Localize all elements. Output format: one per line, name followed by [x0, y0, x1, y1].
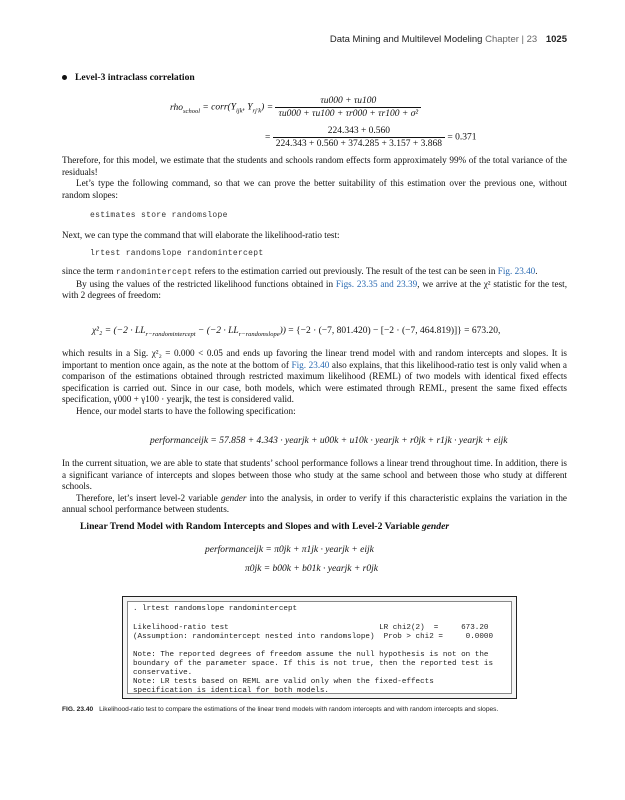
icc-equation: $rho_{school} = corr(Y_{ijk}$, $Y_{rj'k}$) = $\frac{\tau u000 + \tau u100}{\text{τu000 + τu100 + τr000 + τr100 + σ²}}$ — [170, 96, 510, 119]
section-heading: Linear Trend Model with Random Intercepts and Slopes and with Level-2 Variable gender — [80, 521, 450, 532]
book-title: Data Mining and Multilevel Modeling — [329, 34, 483, 45]
output-line: . lrtest randomslope randomintercept — [133, 605, 298, 613]
command-estimates-store: estimates store randomslope — [90, 211, 228, 220]
icc-symbolic-fraction: $\frac{\tau u000 + \tau u100}{\text{τu000 + τu100 + τr000 + τr100 + σ²}}$ — [275, 96, 421, 119]
figs-link[interactable]: Figs. 23.35 and 23.39 — [335, 278, 418, 289]
paragraph-9: Therefore, let’s insert level-2 variable gender into the analysis, in order to verify if this characteristic explains the variation in the annual school performance between students. — [62, 492, 568, 515]
bullet-heading-text: Level-3 intraclass correlation — [75, 72, 195, 83]
fig-link[interactable]: Fig. 23.40 — [497, 266, 536, 276]
icc-corr: = corr(Y — [202, 102, 236, 113]
chi-square-equation: $\chi^2_2 = (-2 \cdot LL_{r-randomintercept} - (-2 \cdot LL_{r-randomslope})) = \{-2 \cdot (-7$, 801.420) − [−2 · (−7, 464.819)]} = 673.20, — [92, 326, 501, 338]
output-line: Note: The reported degrees of freedom assume the null hypothesis is not on the — [133, 651, 489, 659]
paragraph-2: Let’s type the following command, so that we can prove the better suitability of this estimation over the previous one, without random slopes: — [62, 178, 567, 200]
icc-numeric-fraction: $\frac{224.343 + 0.560}{224.343 + 0.560 + 374.285 + 3.157 + 3.868}$ — [273, 126, 445, 149]
output-line: (Assumption: randomintercept nested into randomslope) Prob > chi2 = 0.0000 — [133, 633, 494, 641]
figure-caption — [62, 706, 498, 713]
caption-text: Likelihood-ratio test to compare the estimations of the linear trend models with random intercepts and with random intercepts and slopes. — [99, 706, 499, 713]
output-line: Likelihood-ratio test LR chi2(2) = 673.20 — [133, 624, 489, 632]
paragraph-5: By using the values of the restricted likelihood functions obtained in Figs. 23.35 and 23.39, we arrive at the χ² statistic for the test, with 2 degrees of freedom: — [62, 278, 567, 301]
paragraph-6: which results in a Sig. χ²₂ = 0.000 < 0.05 and ends up favoring the linear trend model with and random intercepts and slopes. It is important to mention once again, as the note at the bottom of Fig. 23.40 also explains, that this likelihood-ratio test is only valid when a comparison of the estimations obtained through restricted maximum likelihood (REML) of two models with identical fixed effects specification is carried out. Since in our case, both models, which were estimated through REML, present the same fixed effects specification, γ000 + γ100 · yearjk, the test is considered valid. — [62, 348, 567, 405]
paragraph-7: Hence, our model starts to have the following specification: — [76, 405, 296, 416]
output-line: boundary of the parameter space. If this is not true, then the reported test is — [133, 660, 494, 668]
paragraph-1: Therefore, for this model, we estimate that the students and schools random effects form approximately 99% of the total variance of the residuals! — [62, 155, 567, 177]
page-number: 1025 — [545, 34, 567, 45]
stata-output-panel — [127, 601, 512, 694]
caption-label: FIG. 23.40 — [62, 706, 94, 713]
level2-equation: π0jk = b00k + b01k · yearjk + r0jk — [245, 564, 378, 574]
paragraph-8: In the current situation, we are able to state that students’ school performance follows a linear trend throughout time. In addition, there is a significant variance of intercepts and slopes between those who study at the same school and between those who study at different schools. — [62, 458, 567, 492]
inline-code: randomintercept — [115, 268, 193, 277]
output-line: conservative. — [133, 669, 193, 677]
running-header — [62, 34, 567, 45]
icc-numeric: = $\frac{224.343 + 0.560}{224.343 + 0.560 + 374.285 + 3.157 + 3.868}$ = 0.371 — [265, 126, 477, 149]
bullet-heading — [62, 72, 195, 83]
icc-result: = 0.371 — [447, 132, 477, 143]
output-line: Note: LR tests based on REML are valid only when the fixed-effects — [133, 678, 434, 686]
command-lrtest: lrtest randomslope randomintercept — [90, 249, 264, 258]
chapter-label: Chapter | 23 — [485, 34, 538, 45]
output-line: specification is identical for both models. — [133, 687, 329, 695]
level1-equation: performanceijk = π0jk + π1jk · yearjk + eijk — [205, 545, 374, 555]
model-equation: performanceijk = 57.858 + 4.343 · yearjk + u00k + u10k · yearjk + r0jk + r1jk · yearjk + eijk — [150, 436, 508, 446]
paragraph-3: Next, we can type the command that will elaborate the likelihood-ratio test: — [62, 230, 340, 240]
bullet-dot-icon — [62, 75, 67, 80]
paragraph-4: since the term randomintercept refers to the estimation carried out previously. The result of the test can be seen in Fig. 23.40. — [62, 266, 538, 277]
stata-output-box — [122, 596, 517, 699]
icc-lhs: rho$_{school}$ — [170, 102, 201, 115]
fig-link-2[interactable]: Fig. 23.40 — [291, 359, 330, 370]
